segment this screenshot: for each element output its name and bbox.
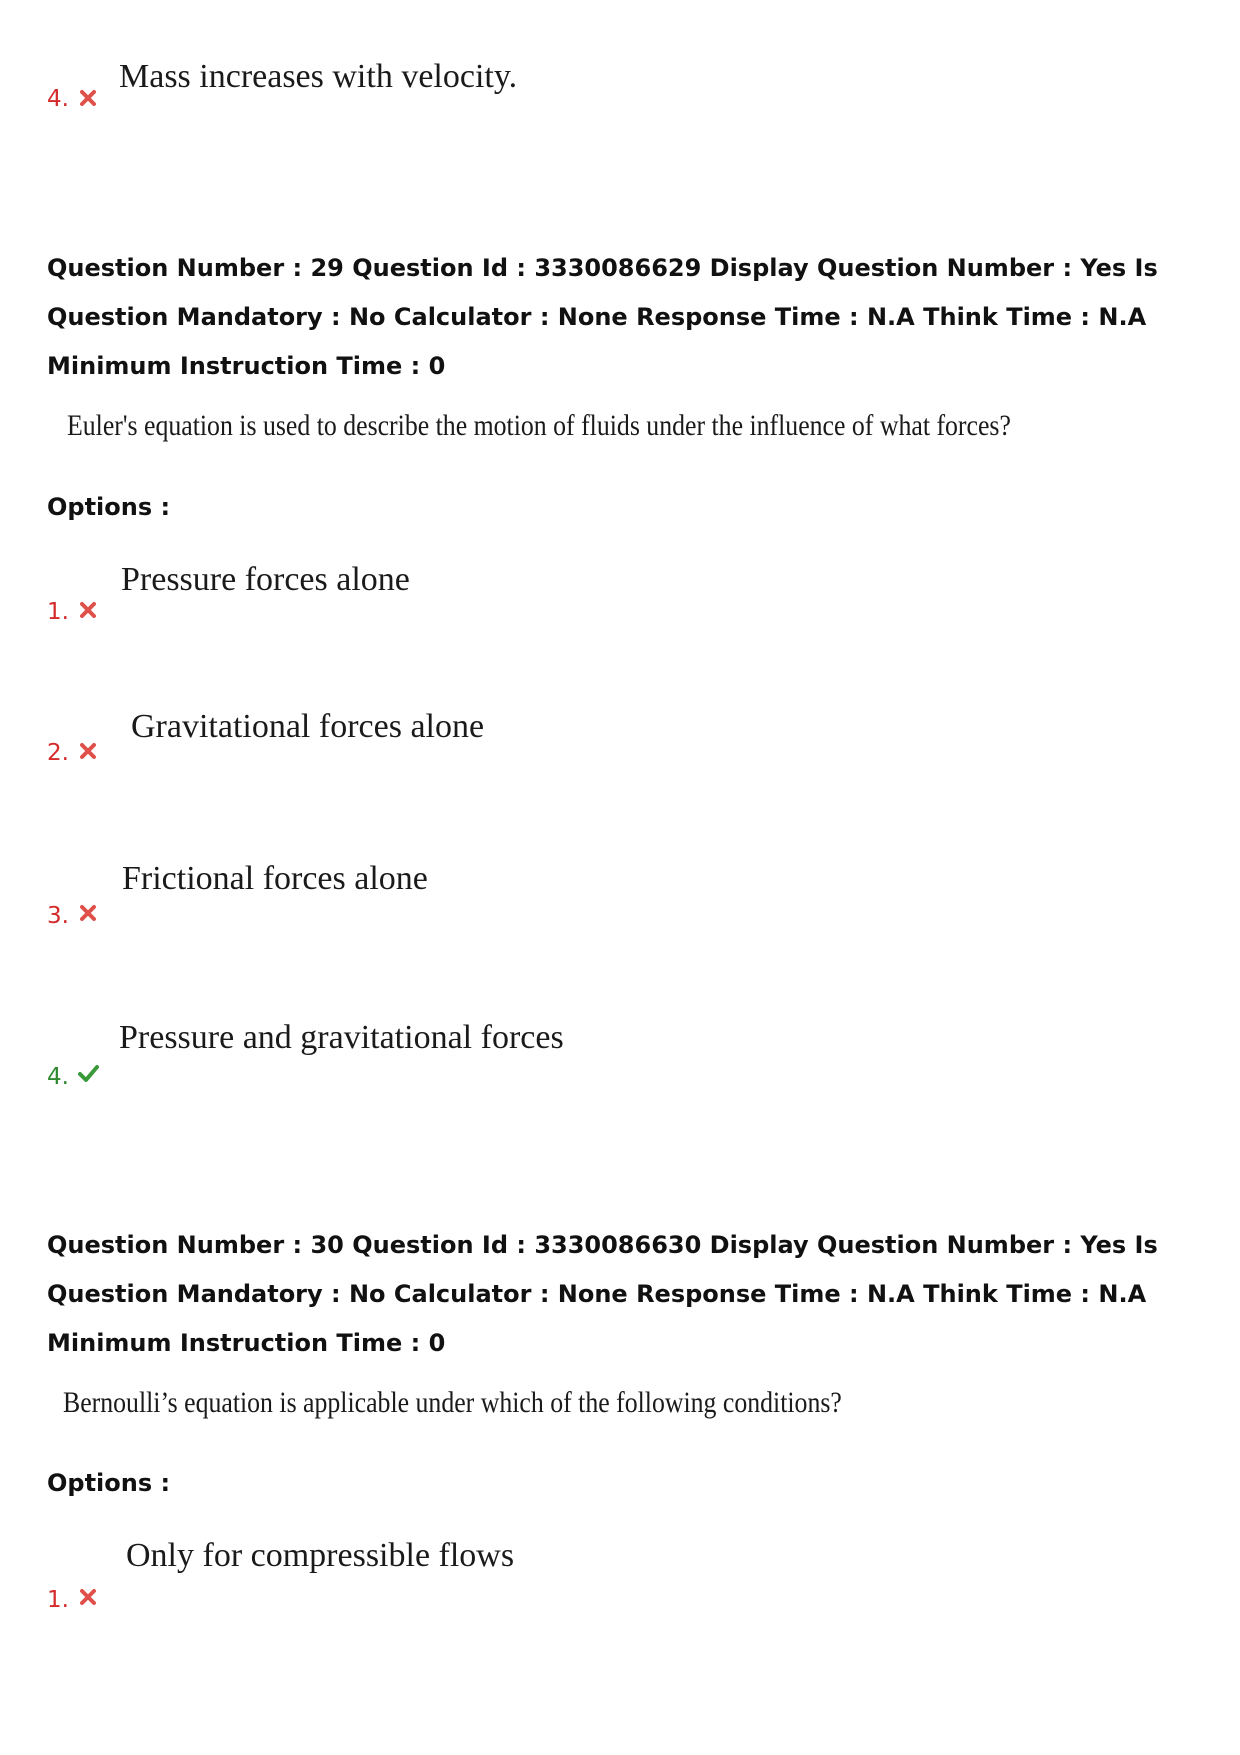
option-text: Pressure forces alone [121,561,410,598]
question-29-options-label: Options : [47,493,171,521]
cross-icon [77,1586,99,1608]
option-text: Only for compressible flows [126,1537,515,1574]
option-text: Mass increases with velocity. [119,58,518,95]
option-number: 1. [47,599,69,625]
question-30-meta: Question Number : 30 Question Id : 3330086630 Display Question Number : Yes Is Question Mandatory : No Calculator : None Response Time : N.A Think Time : N.A Minimum Instruction Time : 0 [47,1231,1158,1357]
option-text: Frictional forces alone [122,860,428,897]
cross-icon [77,902,99,924]
option-number: 3. [47,903,69,929]
question-29-meta: Question Number : 29 Question Id : 3330086629 Display Question Number : Yes Is Question Mandatory : No Calculator : None Response Time : N.A Think Time : N.A Minimum Instruction Time : 0 [47,254,1158,380]
question-29-text: Euler's equation is used to describe the motion of fluids under the influence of what forces? [67,409,1011,442]
cross-icon [77,599,99,621]
question-30-text: Bernoulli’s equation is applicable under which of the following conditions? [63,1386,842,1419]
option-number: 1. [47,1587,69,1613]
option-text: Pressure and gravitational forces [119,1019,564,1056]
cross-icon [77,87,99,109]
option-number: 2. [47,740,69,766]
option-text: Gravitational forces alone [131,708,485,745]
question-30-options-label: Options : [47,1469,171,1497]
cross-icon [77,740,99,762]
option-number: 4. [47,86,69,112]
option-number: 4. [47,1064,69,1090]
check-icon [76,1062,100,1084]
